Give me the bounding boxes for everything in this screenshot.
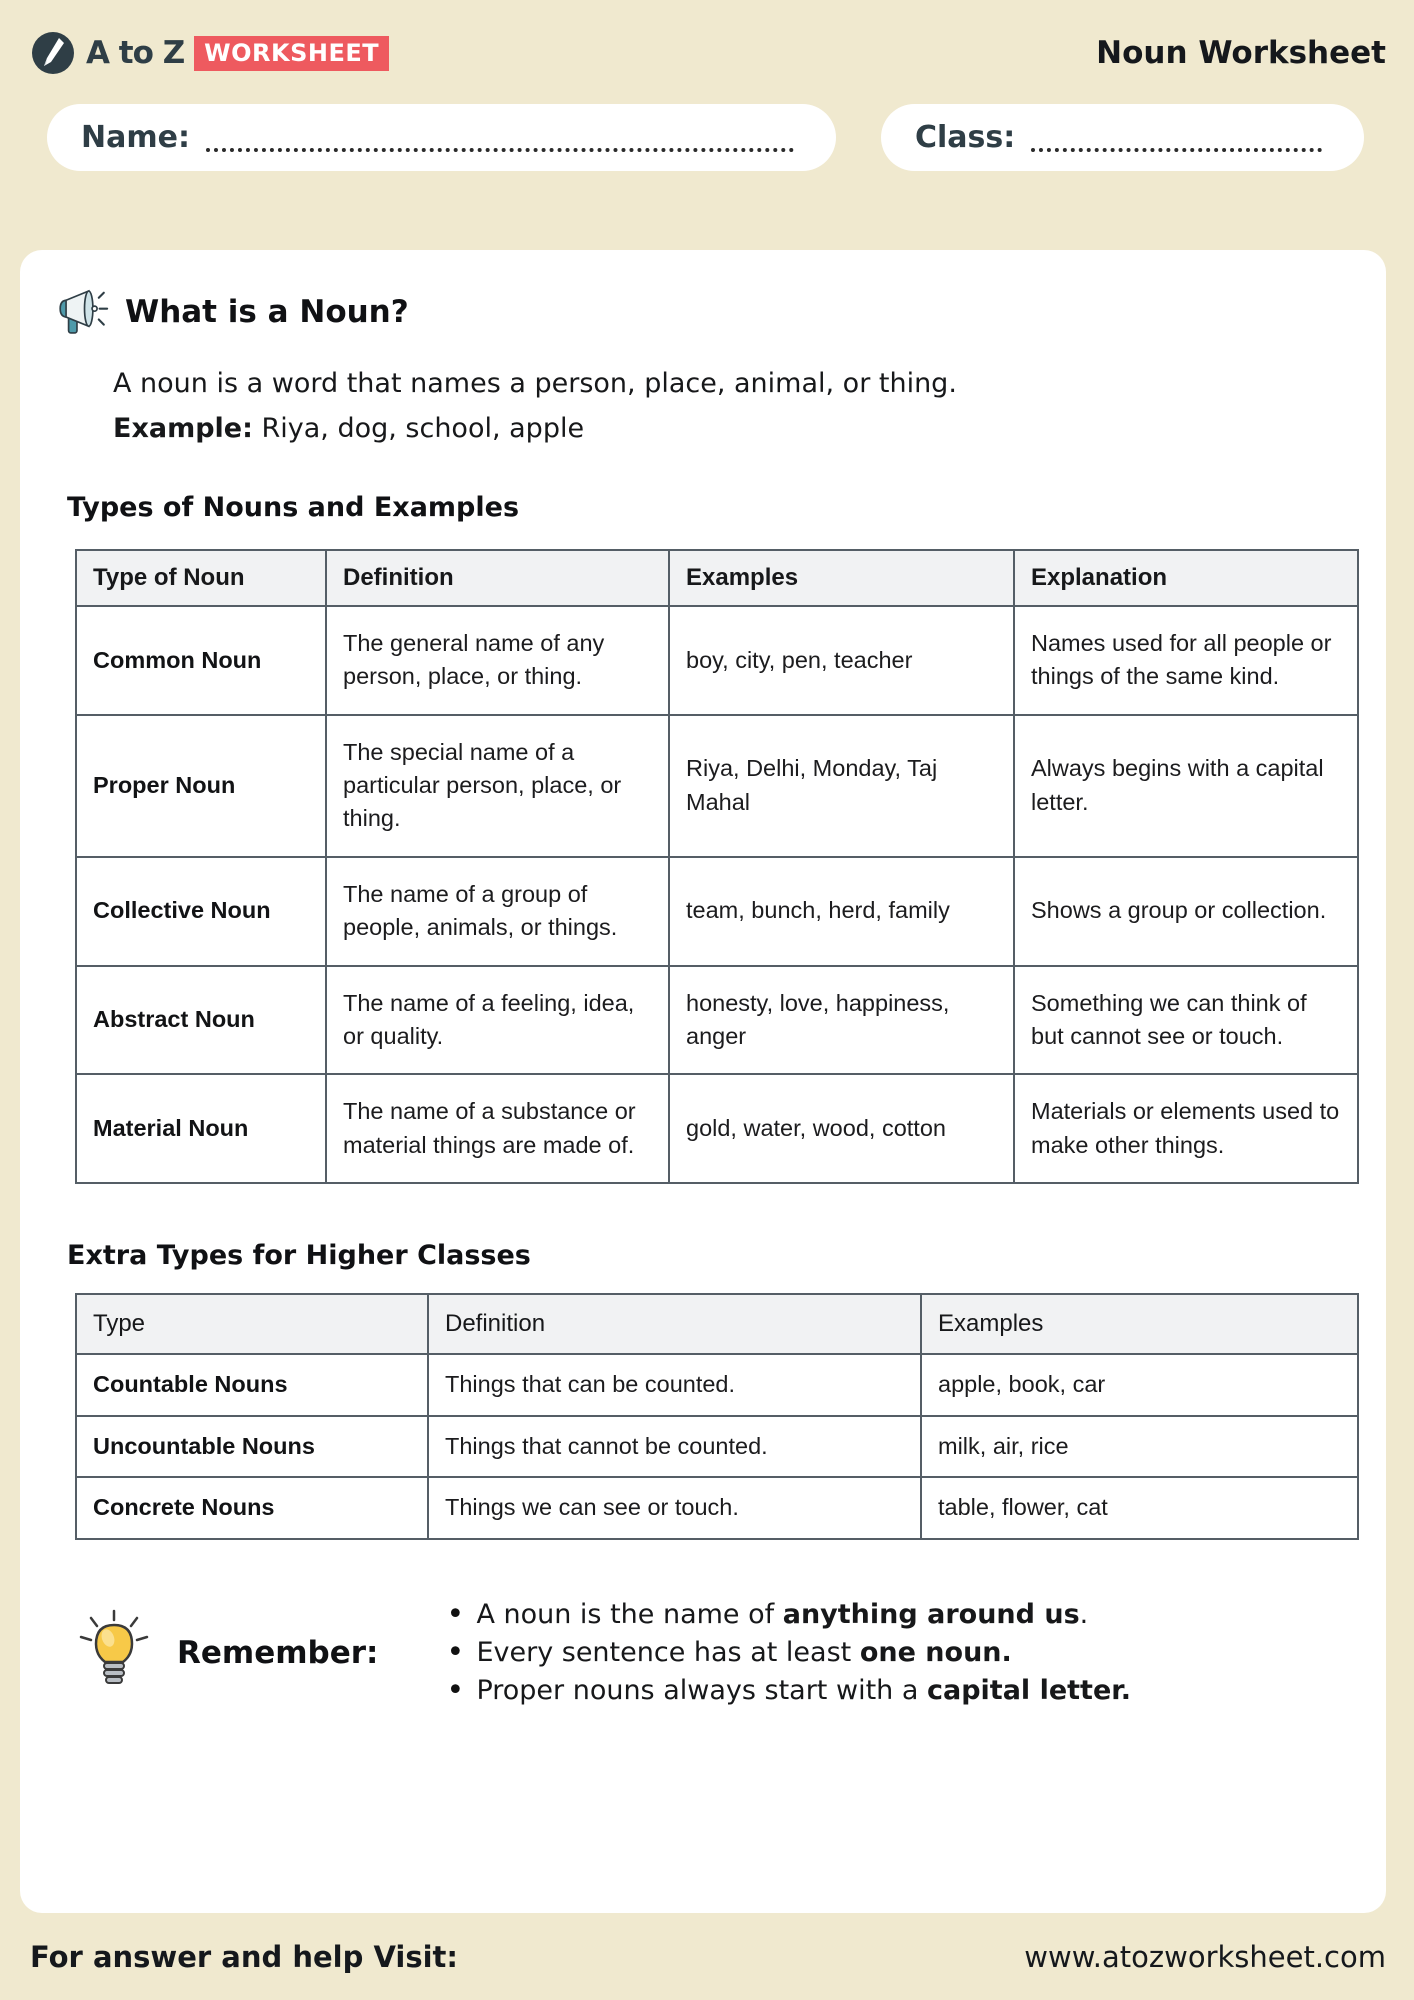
noun-explanation: Something we can think of but cannot see or touch. bbox=[1014, 966, 1358, 1075]
remember-bullet-list bbox=[440, 1592, 1131, 1713]
bullet-text: . bbox=[1079, 1599, 1089, 1631]
table-row bbox=[76, 1354, 1358, 1416]
column-header: Examples bbox=[669, 550, 1014, 606]
column-header: Examples bbox=[921, 1294, 1358, 1354]
footer-website-link[interactable]: www.atozworksheet.com bbox=[1024, 1940, 1386, 1974]
intro-header bbox=[55, 286, 1346, 338]
noun-definition: Things that cannot be counted. bbox=[428, 1416, 921, 1478]
column-header: Type bbox=[76, 1294, 428, 1354]
noun-type: Collective Noun bbox=[76, 857, 326, 966]
noun-examples: team, bunch, herd, family bbox=[669, 857, 1014, 966]
bullet-bold-text: anything around us bbox=[782, 1599, 1080, 1631]
intro-description: A noun is a word that names a person, place, animal, or thing. bbox=[113, 368, 957, 399]
noun-definition: The name of a feeling, idea, or quality. bbox=[326, 966, 669, 1075]
noun-explanation: Always begins with a capital letter. bbox=[1014, 715, 1358, 857]
table-row bbox=[76, 1074, 1358, 1183]
page-title: Noun Worksheet bbox=[1096, 35, 1386, 71]
intro-heading: What is a Noun? bbox=[125, 294, 409, 330]
column-header: Type of Noun bbox=[76, 550, 326, 606]
footer bbox=[30, 1940, 1386, 1974]
noun-type: Material Noun bbox=[76, 1074, 326, 1183]
noun-definition: The name of a substance or material things are made of. bbox=[326, 1074, 669, 1183]
noun-type: Abstract Noun bbox=[76, 966, 326, 1075]
noun-definition: The name of a group of people, animals, or things. bbox=[326, 857, 669, 966]
noun-explanation: Names used for all people or things of the same kind. bbox=[1014, 606, 1358, 715]
table-row bbox=[76, 1477, 1358, 1539]
table-row bbox=[76, 1416, 1358, 1478]
lightbulb-icon bbox=[73, 1607, 155, 1699]
noun-examples: apple, book, car bbox=[921, 1354, 1358, 1416]
table-row bbox=[76, 966, 1358, 1075]
remember-label: Remember: bbox=[177, 1634, 379, 1671]
megaphone-icon bbox=[55, 286, 109, 338]
noun-type: Common Noun bbox=[76, 606, 326, 715]
remember-bullet bbox=[440, 1637, 1131, 1668]
table-row bbox=[76, 606, 1358, 715]
remember-bullet bbox=[440, 1599, 1131, 1630]
noun-examples: milk, air, rice bbox=[921, 1416, 1358, 1478]
bullet-text: Proper nouns always start with a bbox=[476, 1675, 927, 1707]
noun-definition: Things we can see or touch. bbox=[428, 1477, 921, 1539]
extra-types-table bbox=[75, 1293, 1359, 1540]
noun-types-table bbox=[75, 549, 1359, 1184]
noun-definition: Things that can be counted. bbox=[428, 1354, 921, 1416]
intro-example bbox=[113, 413, 1346, 444]
class-label: Class: bbox=[915, 120, 1016, 155]
name-input-line[interactable] bbox=[206, 148, 794, 152]
class-input-line[interactable] bbox=[1031, 148, 1322, 152]
class-field bbox=[881, 104, 1364, 171]
bullet-text: A noun is the name of bbox=[476, 1599, 783, 1631]
bullet-text: Every sentence has at least bbox=[476, 1637, 860, 1669]
table-header-row bbox=[76, 1294, 1358, 1354]
noun-type: Proper Noun bbox=[76, 715, 326, 857]
table-row bbox=[76, 857, 1358, 966]
noun-examples: gold, water, wood, cotton bbox=[669, 1074, 1014, 1183]
name-field bbox=[47, 104, 836, 171]
brand-badge: WORKSHEET bbox=[194, 36, 389, 71]
noun-explanation: Shows a group or collection. bbox=[1014, 857, 1358, 966]
noun-definition: The special name of a particular person, place, or thing. bbox=[326, 715, 669, 857]
types-section-heading: Types of Nouns and Examples bbox=[67, 492, 520, 523]
pen-in-circle-icon bbox=[30, 30, 76, 76]
example-label: Example: bbox=[113, 413, 253, 444]
brand-name: A to Z bbox=[86, 35, 185, 71]
column-header: Definition bbox=[428, 1294, 921, 1354]
footer-help-text: For answer and help Visit: bbox=[30, 1940, 459, 1974]
noun-examples: table, flower, cat bbox=[921, 1477, 1358, 1539]
name-label: Name: bbox=[81, 120, 190, 155]
example-text: Riya, dog, school, apple bbox=[261, 413, 585, 444]
remember-section bbox=[73, 1592, 1346, 1713]
extra-section-heading: Extra Types for Higher Classes bbox=[67, 1239, 531, 1271]
noun-examples: Riya, Delhi, Monday, Taj Mahal bbox=[669, 715, 1014, 857]
noun-definition: The general name of any person, place, or thing. bbox=[326, 606, 669, 715]
noun-examples: honesty, love, happiness, anger bbox=[669, 966, 1014, 1075]
noun-explanation: Materials or elements used to make other things. bbox=[1014, 1074, 1358, 1183]
table-header-row bbox=[76, 550, 1358, 606]
bullet-bold-text: capital letter. bbox=[926, 1675, 1131, 1707]
column-header: Definition bbox=[326, 550, 669, 606]
bullet-bold-text: one noun. bbox=[859, 1637, 1012, 1669]
content-card bbox=[20, 250, 1386, 1913]
noun-examples: boy, city, pen, teacher bbox=[669, 606, 1014, 715]
student-fields-row bbox=[0, 104, 1414, 171]
header-bar bbox=[0, 0, 1414, 76]
noun-type: Countable Nouns bbox=[76, 1354, 428, 1416]
noun-type: Concrete Nouns bbox=[76, 1477, 428, 1539]
column-header: Explanation bbox=[1014, 550, 1358, 606]
table-row bbox=[76, 715, 1358, 857]
noun-type: Uncountable Nouns bbox=[76, 1416, 428, 1478]
remember-bullet bbox=[440, 1675, 1131, 1706]
brand-logo bbox=[30, 30, 389, 76]
